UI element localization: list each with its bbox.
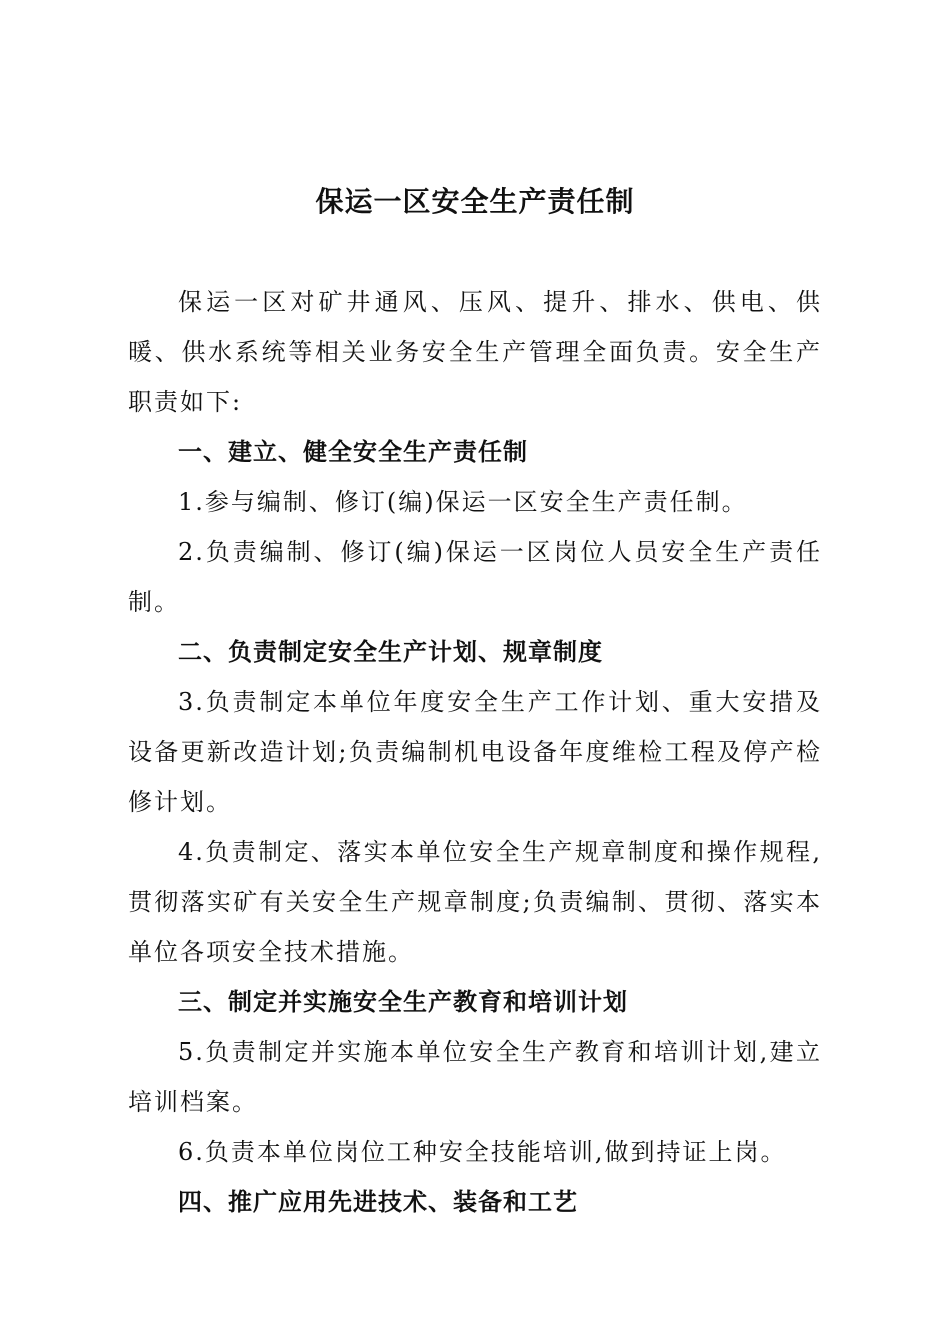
section-heading-1: 一、建立、健全安全生产责任制 bbox=[178, 438, 528, 466]
list-item: 4.负责制定、落实本单位安全生产规章制度和操作规程,贯彻落实矿有关安全生产规章制度;负责编制、贯彻、落实本单位各项安全技术措施。 bbox=[128, 838, 822, 966]
page-title: 保运一区安全生产责任制 bbox=[315, 185, 635, 218]
list-item: 2.负责编制、修订(编)保运一区岗位人员安全生产责任制。 bbox=[128, 538, 822, 616]
list-item: 6.负责本单位岗位工种安全技能培训,做到持证上岗。 bbox=[178, 1138, 787, 1166]
list-item: 3.负责制定本单位年度安全生产工作计划、重大安措及设备更新改造计划;负责编制机电设备年度维检工程及停产检修计划。 bbox=[128, 688, 822, 816]
section-heading-2: 二、负责制定安全生产计划、规章制度 bbox=[178, 638, 603, 666]
intro-paragraph: 保运一区对矿井通风、压风、提升、排水、供电、供暖、供水系统等相关业务安全生产管理全面负责。安全生产职责如下: bbox=[128, 288, 822, 416]
list-item: 1.参与编制、修订(编)保运一区安全生产责任制。 bbox=[178, 488, 748, 516]
section-heading-3: 三、制定并实施安全生产教育和培训计划 bbox=[178, 988, 628, 1016]
section-heading-4: 四、推广应用先进技术、装备和工艺 bbox=[178, 1188, 578, 1216]
document-body bbox=[128, 277, 822, 1227]
list-item: 5.负责制定并实施本单位安全生产教育和培训计划,建立培训档案。 bbox=[128, 1038, 822, 1116]
